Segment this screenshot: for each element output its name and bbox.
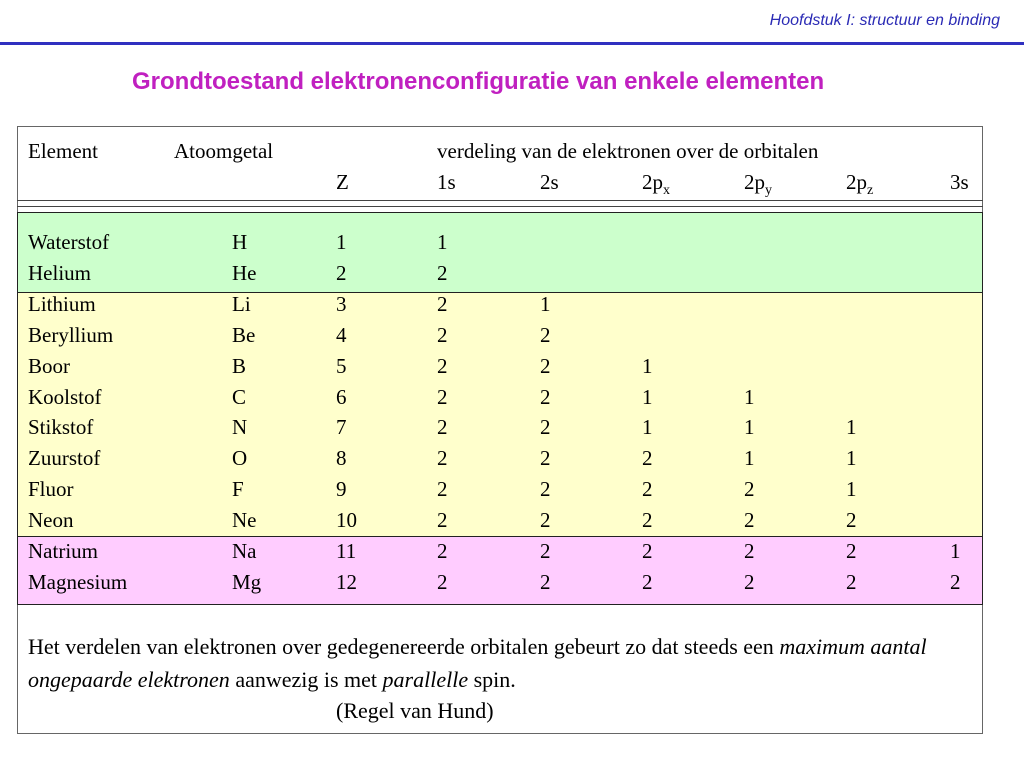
atomic-number: 12: [336, 569, 357, 594]
element-symbol: N: [232, 415, 248, 440]
orbital-1s: 2: [437, 322, 448, 347]
element-symbol: B: [232, 353, 247, 378]
orbital-2px: 1: [642, 384, 653, 409]
slide-title: Grondtoestand elektronenconfiguratie van enkele elementen: [132, 68, 825, 95]
element-name: Lithium: [28, 291, 96, 316]
header-divider-bottom: [17, 206, 983, 207]
orbital-1s: 2: [437, 353, 448, 378]
element-symbol: Na: [232, 539, 257, 563]
orbital-2pz: 2: [846, 539, 857, 563]
orbital-1s: 2: [437, 508, 448, 533]
orbital-1s: 2: [437, 477, 448, 502]
orbital-2s: 2: [540, 415, 551, 440]
orbital-2px: 2: [642, 446, 653, 471]
orbital-2py: 2: [744, 477, 755, 502]
col-head-z: Z: [336, 170, 349, 194]
orbital-2s: 2: [540, 322, 551, 347]
col-head-atoomgetal: Atoomgetal: [174, 139, 274, 163]
orbital-1s: 2: [437, 260, 448, 285]
period3-band: [17, 536, 983, 605]
orbital-2s: 2: [540, 539, 551, 563]
element-symbol: C: [232, 384, 247, 409]
atomic-number: 10: [336, 508, 357, 533]
orbital-1s: 2: [437, 291, 448, 316]
orbital-2py: 1: [744, 415, 755, 440]
orbital-2px: 2: [642, 539, 653, 563]
orbital-3s: 2: [950, 569, 961, 594]
orbital-2px: 1: [642, 415, 653, 440]
orbital-2py: 1: [744, 384, 755, 409]
atomic-number: 2: [336, 260, 347, 285]
element-symbol: Mg: [232, 569, 262, 594]
element-symbol: F: [232, 477, 244, 502]
hund-rule-label: (Regel van Hund): [336, 698, 494, 723]
atomic-number: 1: [336, 230, 347, 254]
col-head-2s: 2s: [540, 170, 559, 194]
orbital-1s: 2: [437, 569, 448, 594]
orbital-2py: 1: [744, 446, 755, 471]
element-name: Magnesium: [28, 569, 128, 594]
col-head-2pz: $2p_z$: [846, 170, 874, 199]
orbital-2s: 2: [540, 508, 551, 533]
orbital-2py: 2: [744, 508, 755, 533]
orbital-1s: 2: [437, 415, 448, 440]
element-name: Waterstof: [28, 230, 110, 254]
orbital-2px: 1: [642, 353, 653, 378]
col-head-3s: 3s: [950, 170, 969, 194]
element-name: Boor: [28, 353, 70, 378]
orbital-2py: 2: [744, 539, 755, 563]
element-name: Fluor: [28, 477, 74, 502]
element-symbol: O: [232, 446, 248, 471]
orbital-2s: 2: [540, 477, 551, 502]
atomic-number: 3: [336, 291, 347, 316]
col-head-1s: 1s: [437, 170, 456, 194]
orbital-2px: 2: [642, 477, 653, 502]
col-head-verdeling: verdeling van de elektronen over de orbitalen: [437, 139, 819, 163]
element-symbol: Be: [232, 322, 256, 347]
atomic-number: 8: [336, 446, 347, 471]
orbital-1s: 2: [437, 384, 448, 409]
orbital-3s: 1: [950, 539, 961, 563]
header-divider-top: [17, 200, 983, 201]
element-name: Natrium: [28, 539, 98, 563]
atomic-number: 7: [336, 415, 347, 440]
orbital-2pz: 1: [846, 477, 857, 502]
element-symbol: He: [232, 260, 257, 285]
element-name: Stikstof: [28, 415, 94, 440]
hund-rule-note: Het verdelen van elektronen over gedegenereerde orbitalen gebeurt zo dat steeds een maximum aantal ongepaarde elektronen aanwezig is met parallelle spin.: [28, 634, 927, 692]
element-symbol: Li: [232, 291, 251, 316]
element-name: Koolstof: [28, 384, 102, 409]
header-rule: [0, 42, 1024, 45]
atomic-number: 4: [336, 322, 347, 347]
orbital-2s: 2: [540, 569, 551, 594]
orbital-2s: 1: [540, 291, 551, 316]
orbital-2s: 2: [540, 353, 551, 378]
orbital-1s: 1: [437, 230, 448, 254]
element-name: Beryllium: [28, 322, 114, 347]
period2-band: [17, 292, 983, 537]
atomic-number: 11: [336, 539, 357, 563]
col-head-2py: $2p_y$: [744, 170, 772, 199]
orbital-2pz: 2: [846, 569, 857, 594]
orbital-2py: 2: [744, 569, 755, 594]
period1-band: [17, 212, 983, 293]
col-head-element: Element: [28, 139, 98, 163]
orbital-1s: 2: [437, 539, 448, 563]
atomic-number: 9: [336, 477, 347, 502]
element-name: Neon: [28, 508, 74, 533]
orbital-2pz: 1: [846, 446, 857, 471]
atomic-number: 5: [336, 353, 347, 378]
orbital-2px: 2: [642, 569, 653, 594]
orbital-2pz: 1: [846, 415, 857, 440]
atomic-number: 6: [336, 384, 347, 409]
orbital-2s: 2: [540, 446, 551, 471]
orbital-2px: 2: [642, 508, 653, 533]
orbital-2s: 2: [540, 384, 551, 409]
chapter-header: Hoofdstuk I: structuur en binding: [769, 12, 1000, 29]
orbital-2pz: 2: [846, 508, 857, 533]
element-symbol: Ne: [232, 508, 257, 533]
element-name: Zuurstof: [28, 446, 101, 471]
col-head-2px: $2p_x$: [642, 170, 670, 199]
orbital-1s: 2: [437, 446, 448, 471]
element-name: Helium: [28, 260, 91, 285]
element-symbol: H: [232, 230, 248, 254]
